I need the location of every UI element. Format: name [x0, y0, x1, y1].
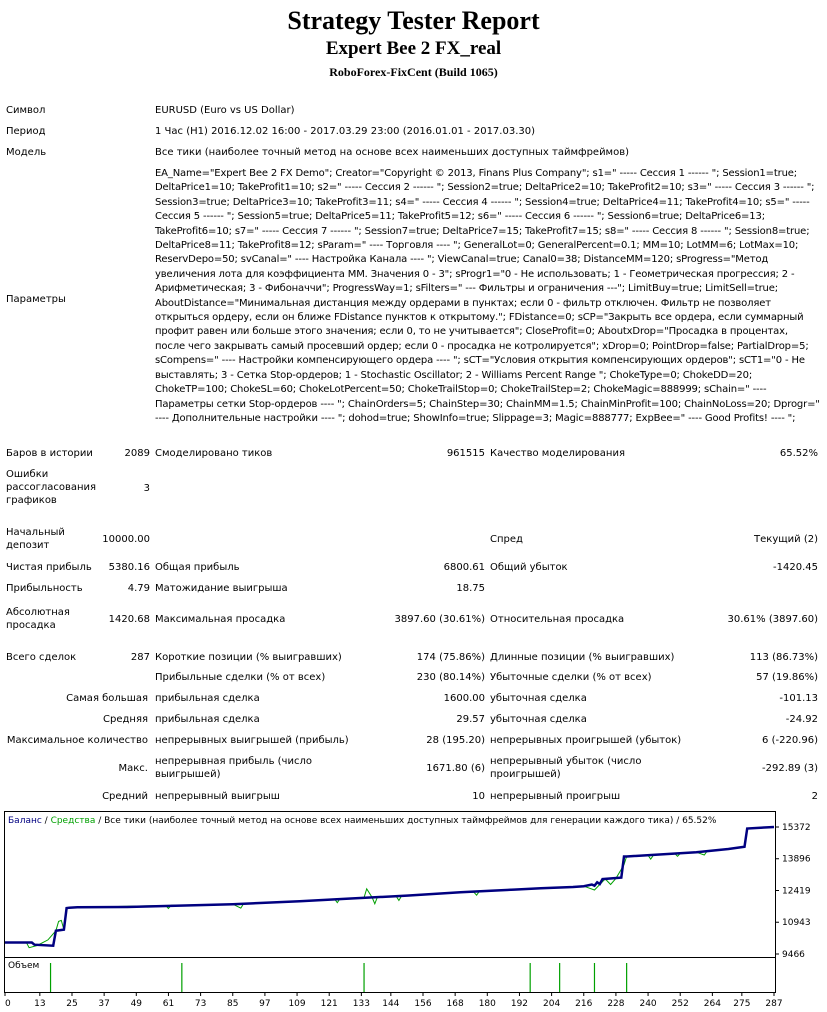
- x-tick-label: 109: [288, 999, 306, 1009]
- x-tick-label: 252: [671, 999, 689, 1009]
- chart-plot-frame: [5, 812, 776, 958]
- rel-drawdown-value: 30.61% (3897.60): [727, 614, 818, 625]
- x-tick-label: 25: [66, 999, 78, 1009]
- x-tick-label: 264: [703, 999, 721, 1009]
- spread-label: Спред: [490, 534, 523, 545]
- average-label: Средняя: [103, 714, 148, 725]
- y-tick-label: 13896: [782, 854, 811, 865]
- y-tick-label: 15372: [782, 823, 811, 833]
- bars-label: Баров в истории: [6, 448, 93, 459]
- legend-balance: Баланс: [8, 816, 42, 826]
- avg-losses-label: непрерывный проигрыш: [490, 791, 621, 802]
- x-tick-label: 240: [639, 999, 657, 1009]
- max-drawdown-label: Максимальная просадка: [155, 614, 286, 625]
- expert-name: Expert Bee 2 FX_real: [325, 38, 502, 59]
- x-tick-label: 49: [130, 999, 143, 1009]
- payoff-label: Матожидание выигрыша: [155, 583, 288, 594]
- abs-drawdown-label: Абсолютная просадка: [6, 607, 70, 631]
- net-profit-label: Чистая прибыль: [6, 562, 92, 573]
- largest-loss-label: убыточная сделка: [490, 693, 587, 704]
- params-label: Параметры: [6, 294, 66, 305]
- balance-chart: [4, 811, 825, 1012]
- largest-profit-value: 1600.00: [443, 693, 485, 704]
- max-count-losses-label: непрерывных проигрышей (убыток): [490, 735, 682, 746]
- legend-equity: Средства: [50, 816, 96, 826]
- rel-drawdown-label: Относительная просадка: [490, 614, 625, 625]
- avg-consecutive-label: Средний: [102, 791, 148, 802]
- period-value: 1 Час (H1) 2016.12.02 16:00 - 2017.03.29 23:00 (2016.01.01 - 2017.03.30): [155, 126, 535, 137]
- x-tick-label: 121: [320, 999, 338, 1009]
- x-tick-label: 228: [607, 999, 625, 1009]
- x-tick-label: 216: [575, 999, 593, 1009]
- profit-trades-label: Прибыльные сделки (% от всех): [155, 672, 326, 683]
- profit-factor-label: Прибыльность: [6, 583, 83, 594]
- gross-profit-value: 6800.61: [443, 562, 485, 573]
- long-positions-value: 113 (86.73%): [749, 652, 818, 663]
- average-loss-value: -24.92: [785, 714, 818, 725]
- quality-value: 65.52%: [779, 448, 818, 459]
- volume-label: Объем: [8, 961, 40, 971]
- bars-value: 2089: [124, 448, 150, 459]
- chart-legend: Баланс / Средства / Все тики (наиболее точный метод на основе всех наименьших доступных таймфреймов для генерации каждого тика) / 65.52%: [8, 816, 717, 826]
- loss-trades-label: Убыточные сделки (% от всех): [490, 672, 652, 683]
- max-loss-value: -292.89 (3): [762, 763, 818, 774]
- model-label: Модель: [6, 147, 47, 158]
- max-count-wins-label: непрерывных выигрышей (прибыль): [155, 735, 349, 746]
- symbol-label: Символ: [6, 105, 46, 116]
- gross-loss-value: -1420.45: [773, 562, 818, 573]
- avg-wins-label: непрерывный выигрыш: [155, 791, 280, 802]
- largest-loss-value: -101.13: [779, 693, 818, 704]
- loss-trades-value: 57 (19.86%): [756, 672, 818, 683]
- max-count-wins-value: 28 (195.20): [426, 735, 485, 746]
- x-tick-label: 37: [98, 999, 110, 1009]
- ticks-label: Смоделировано тиков: [155, 448, 273, 459]
- max-profit-value: 1671.80 (6): [426, 763, 485, 774]
- long-positions-label: Длинные позиции (% выигравших): [490, 652, 675, 663]
- y-tick-label: 12419: [782, 886, 811, 897]
- max-profit-label: непрерывная прибыль (число выигрышей): [155, 756, 312, 780]
- deposit-label: Начальный депозит: [6, 527, 65, 551]
- x-tick-label: 97: [259, 999, 271, 1009]
- short-positions-value: 174 (75.86%): [416, 652, 485, 663]
- y-tick-label: 10943: [782, 918, 811, 929]
- max-drawdown-value: 3897.60 (30.61%): [394, 614, 485, 625]
- x-tick-label: 13: [34, 999, 46, 1009]
- net-profit-value: 5380.16: [108, 562, 150, 573]
- errors-value: 3: [143, 483, 150, 494]
- x-tick-label: 144: [382, 999, 400, 1009]
- total-trades-label: Всего сделок: [6, 652, 77, 663]
- max-label: Макс.: [118, 763, 148, 774]
- average-loss-label: убыточная сделка: [490, 714, 587, 725]
- x-tick-label: 168: [446, 999, 464, 1009]
- x-tick-label: 73: [194, 999, 207, 1009]
- largest-profit-label: прибыльная сделка: [155, 693, 260, 704]
- spread-value: Текущий (2): [754, 534, 818, 545]
- max-loss-label: непрерывный убыток (число проигрышей): [490, 756, 642, 780]
- largest-label: Самая большая: [66, 693, 148, 704]
- errors-label: Ошибки рассогласования графиков: [6, 469, 97, 506]
- max-count-label: Максимальное количество: [6, 735, 148, 746]
- x-tick-label: 204: [543, 999, 561, 1009]
- avg-losses-value: 2: [811, 791, 818, 802]
- abs-drawdown-value: 1420.68: [108, 614, 150, 625]
- x-tick-label: 192: [510, 999, 529, 1009]
- params-value: EA_Name="Expert Bee 2 FX Demo"; Creator="Copyright © 2013, Finans Plus Company"; s1=" ----- Сессия 1 ------ "; Session1=true; DeltaPrice1=10; TakeProfit1=10; s2=" ----- Сессия 2 ------ "; Session2=true; DeltaPrice2=10; TakeProfit2=10; s3=" ----- Сессия 3 ------ "; Session3=true; DeltaPrice3=10; TakeProfit3=11; s4=" ----- Сессия 4 ------ "; Session4=true; DeltaPrice4=11; TakeProfit4=10; s5=" ----- Сессия 5 ------ "; Session5=true; DeltaPrice5=11; TakeProfit5=12; s6=" ----- Сессия 6 ------ "; Session6=true; DeltaPrice6=13; TakeProfit6=10; s7=" ----- Сессия 7 ------ "; Session7=true; DeltaPrice7=15; TakeProfit7=15; s8=" ----- Сессия 8 ------ "; Session8=true; DeltaPrice8=11; TakeProfit8=12; sParam=" ---- Торговля ---- "; GeneralLot=0; GeneralPercent=0.1; MM=10; LotMM=6; LotMax=10; ReservDepo=50; svCanal=" ---- Настройка Канала ---- "; ViewCanal=true; Canal0=38; DistanceMM=120; sProgress="Метод увеличения лота для коэффициента ММ. Значения 0 - 3"; sProgr1="0 - Не использовать; 1 - Геометрическая прогрессия; 2 - Арифметическая; 3 - Фибоначчи"; ProgressWay=1; sFilters=" --- Фильтры и ограничения ---"; LimitBuy=true; LimitSell=true; AboutDistance="Минимальная дистанция между ордерами в пунктах; если 0 - фильтр отключен. Фильтр не позволяет открыться ордеру, если он ближе FDistance пунктов к открытому."; FDistance=0; sCP="Закрыть все ордера, если суммарный профит равен или больше этого значения; если 0, то не учитывается"; CloseProfit=0; AboutxDrop="Просадка в процентах, после чего закрывать самый просевший ордер; если 0 - просадка не котролируется"; xDrop=0; PointDrop=false; PartialDrop=5; sCompens=" ---- Настройки компенсирующего ордера ---- "; sCT="Условия открытия компенсирующих ордеров"; sCT1="0 - Не выставлять; 3 - Сетка Stop-ордеров; 1 - Stochastic Oscillator; 2 - Williams Percent Range "; ChokeType=0; ChokeDD=20; ChokeTP=100; ChokeSL=60; ChokeLotPercent=50; ChokeTrailStop=0; ChokeTrailStep=2; ChokeMagic=888999; sChain=" ---- Параметры сетки Stop-ордеров ---- "; ChainOrders=5; ChainStep=30; ChainMM=1.5; ChainMinProfit=100; ChainNoLoss=20; Dprogr=" ---- Дополнительные настройки ---- "; dohod=true; ShowInfo=true; Slippage=3; Magic=888777; ExpBee=" ---- Good Profits! ---- ";: [155, 168, 820, 424]
- period-label: Период: [6, 126, 46, 137]
- payoff-value: 18.75: [456, 583, 485, 594]
- gross-profit-label: Общая прибыль: [155, 562, 240, 573]
- x-tick-label: 133: [352, 999, 370, 1009]
- model-value: Все тики (наиболее точный метод на основе всех наименьших доступных таймфреймов): [155, 147, 630, 158]
- quality-label: Качество моделирования: [490, 448, 625, 459]
- x-tick-label: 180: [478, 999, 496, 1009]
- volume-frame: [5, 958, 776, 993]
- x-tick-label: 85: [227, 999, 239, 1009]
- server-build: RoboForex-FixCent (Build 1065): [329, 65, 498, 79]
- avg-wins-value: 10: [472, 791, 485, 802]
- average-profit-value: 29.57: [456, 714, 485, 725]
- report-title: Strategy Tester Report: [287, 6, 540, 35]
- average-profit-label: прибыльная сделка: [155, 714, 260, 725]
- x-tick-label: 61: [162, 999, 175, 1009]
- profit-factor-value: 4.79: [127, 583, 150, 594]
- max-count-losses-value: 6 (-220.96): [762, 735, 818, 746]
- y-tick-label: 9466: [782, 950, 805, 960]
- x-tick-label: 287: [765, 999, 783, 1009]
- legend-description: / Все тики (наиболее точный метод на основе всех наименьших доступных таймфреймов для генерации каждого тика) / 65.52%: [95, 816, 717, 826]
- total-trades-value: 287: [130, 652, 150, 663]
- symbol-value: EURUSD (Euro vs US Dollar): [155, 105, 295, 116]
- x-tick-label: 0: [5, 999, 11, 1009]
- profit-trades-value: 230 (80.14%): [416, 672, 485, 683]
- gross-loss-label: Общий убыток: [490, 562, 568, 573]
- deposit-value: 10000.00: [102, 534, 150, 545]
- x-tick-label: 275: [733, 999, 751, 1009]
- ticks-value: 961515: [446, 448, 485, 459]
- short-positions-label: Короткие позиции (% выигравших): [155, 652, 342, 663]
- x-tick-label: 156: [414, 999, 432, 1009]
